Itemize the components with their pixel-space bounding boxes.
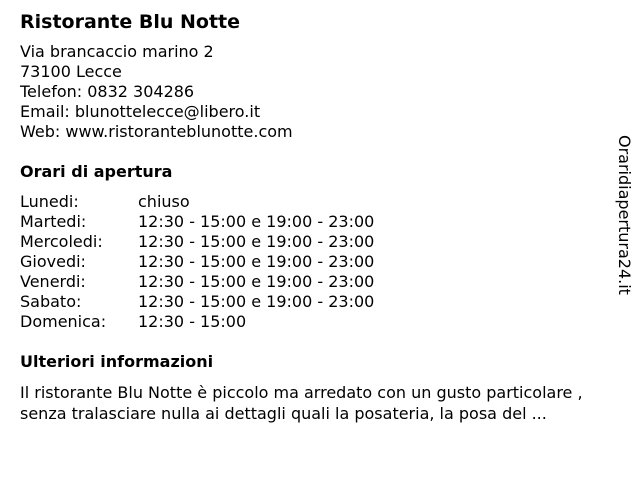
day-label: Lunedi:: [20, 192, 79, 211]
site-brand-vertical: Oraridiapertura24.it: [615, 135, 634, 295]
time-value: 12:30 - 15:00: [138, 312, 247, 331]
additional-info-heading: Ulteriori informazioni: [20, 352, 214, 371]
hours-row-monday: [20, 192, 610, 212]
opening-hours-table: [20, 192, 610, 332]
hours-row-sunday: [20, 312, 610, 332]
restaurant-name: Ristorante Blu Notte: [20, 11, 241, 33]
day-label: Domenica:: [20, 312, 107, 331]
day-label: Giovedi:: [20, 252, 86, 271]
email-address[interactable]: Email: blunottelecce@libero.it: [20, 102, 261, 121]
time-value: 12:30 - 15:00 e 19:00 - 23:00: [138, 292, 375, 311]
content-area: [20, 8, 610, 424]
time-value: chiuso: [138, 192, 190, 211]
phone-number[interactable]: Telefon: 0832 304286: [20, 82, 195, 101]
contact-block: [20, 42, 610, 142]
day-label: Mercoledi:: [20, 232, 103, 251]
hours-row-thursday: [20, 252, 610, 272]
hours-row-wednesday: [20, 232, 610, 252]
hours-row-friday: [20, 272, 610, 292]
address-line-2: 73100 Lecce: [20, 62, 122, 81]
time-value: 12:30 - 15:00 e 19:00 - 23:00: [138, 212, 375, 231]
time-value: 12:30 - 15:00 e 19:00 - 23:00: [138, 272, 375, 291]
day-label: Sabato:: [20, 292, 82, 311]
website-link[interactable]: Web: www.ristoranteblunotte.com: [20, 122, 293, 141]
restaurant-description: Il ristorante Blu Notte è piccolo ma arredato con un gusto particolare , senza tralasciare nulla ai dettagli quali la posateria, la posa del ...: [20, 383, 583, 423]
address-line-1: Via brancaccio marino 2: [20, 42, 214, 61]
hours-row-tuesday: [20, 212, 610, 232]
day-label: Martedi:: [20, 212, 87, 231]
time-value: 12:30 - 15:00 e 19:00 - 23:00: [138, 232, 375, 251]
day-label: Venerdi:: [20, 272, 86, 291]
time-value: 12:30 - 15:00 e 19:00 - 23:00: [138, 252, 375, 271]
opening-hours-heading: Orari di apertura: [20, 162, 173, 181]
hours-row-saturday: [20, 292, 610, 312]
